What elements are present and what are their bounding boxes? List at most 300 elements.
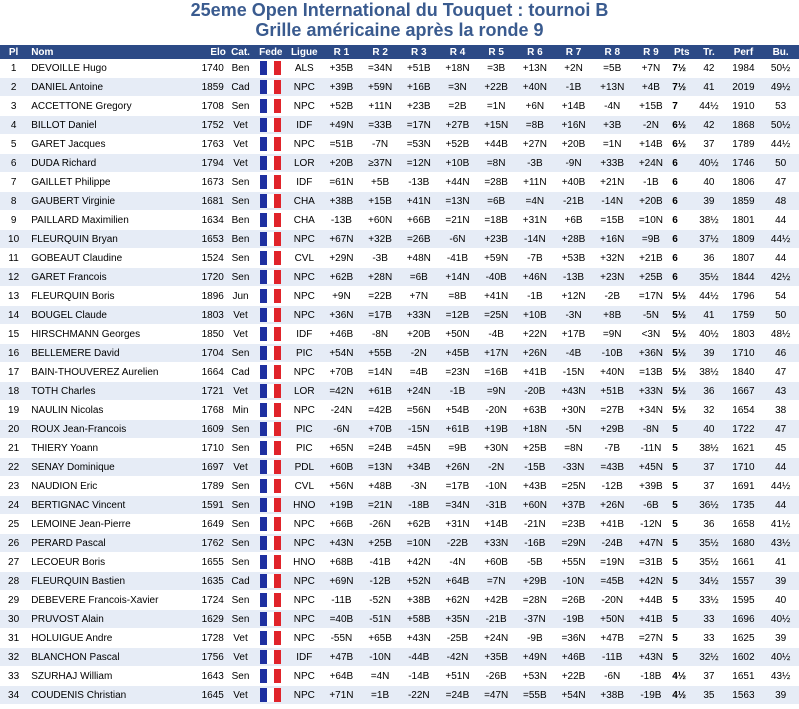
points-cell: 5 [670,477,693,496]
round-1-cell: -6N [322,420,361,439]
round-6-cell: +18N [516,420,555,439]
rank-cell: 29 [0,591,27,610]
round-6-cell: =55B [516,686,555,705]
round-8-cell: -20N [593,591,632,610]
round-9-cell: +14B [632,135,671,154]
buchholz-cell: 50 [762,154,799,173]
buchholz-cell: 41 [762,553,799,572]
performance-cell: 1809 [725,230,763,249]
column-header-perf: Perf [725,45,763,59]
player-name-cell: NAUDION Eric [27,477,182,496]
points-cell: 6½ [670,135,693,154]
france-flag-icon [260,669,281,683]
elo-cell: 1681 [182,192,226,211]
round-9-cell: =9B [632,230,671,249]
buchholz-cell: 38 [762,401,799,420]
performance-cell: 1691 [725,477,763,496]
round-3-cell: -13B [399,173,438,192]
buchholz-cell: 44½ [762,477,799,496]
round-8-cell: +23N [593,268,632,287]
player-name-cell: GARET Francois [27,268,182,287]
round-4-cell: +50N [438,325,477,344]
round-8-cell: =1N [593,135,632,154]
buchholz-cell: 44½ [762,135,799,154]
round-3-cell: +66B [399,211,438,230]
league-cell: PIC [287,439,323,458]
performance-cell: 1807 [725,249,763,268]
round-7-cell: -1B [554,78,593,97]
round-1-cell: +66B [322,515,361,534]
round-4-cell: =8B [438,287,477,306]
round-5-cell: =3B [477,59,516,78]
round-4-cell: -4N [438,553,477,572]
elo-cell: 1762 [182,534,226,553]
points-cell: 7½ [670,59,693,78]
rank-cell: 1 [0,59,27,78]
points-cell: 5 [670,420,693,439]
round-4-cell: =12B [438,306,477,325]
round-7-cell: +30N [554,401,593,420]
round-5-cell: -26B [477,667,516,686]
round-8-cell: +32N [593,249,632,268]
round-7-cell: -5N [554,420,593,439]
league-cell: CHA [287,211,323,230]
tiebreak-cell: 37 [693,135,724,154]
round-3-cell: =56N [399,401,438,420]
performance-cell: 1910 [725,97,763,116]
round-6-cell: +46N [516,268,555,287]
league-cell: PDL [287,458,323,477]
player-name-cell: GARET Jacques [27,135,182,154]
round-5-cell: -31B [477,496,516,515]
tiebreak-cell: 41 [693,78,724,97]
league-cell: NPC [287,78,323,97]
round-5-cell: =18B [477,211,516,230]
points-cell: 6 [670,154,693,173]
tiebreak-cell: 35½ [693,553,724,572]
federation-cell [255,591,286,610]
round-8-cell: +29B [593,420,632,439]
france-flag-icon [260,422,281,436]
federation-cell [255,610,286,629]
column-header-ligue: Ligue [287,45,323,59]
column-header-r5: R 5 [477,45,516,59]
table-row [0,477,799,496]
france-flag-icon [260,365,281,379]
round-7-cell: +43N [554,382,593,401]
performance-cell: 1680 [725,534,763,553]
elo-cell: 1634 [182,211,226,230]
points-cell: 5 [670,553,693,572]
round-8-cell: -10B [593,344,632,363]
category-cell: Sen [226,553,255,572]
tiebreak-cell: 36 [693,249,724,268]
federation-cell [255,249,286,268]
round-7-cell: +55N [554,553,593,572]
column-header-r6: R 6 [516,45,555,59]
round-2-cell: =17B [361,306,400,325]
round-2-cell: =33B [361,116,400,135]
round-8-cell: +21N [593,173,632,192]
round-3-cell: -44B [399,648,438,667]
buchholz-cell: 39 [762,572,799,591]
round-3-cell: -3N [399,477,438,496]
round-7-cell: +20B [554,135,593,154]
round-1-cell: +71N [322,686,361,705]
round-5-cell: -40B [477,268,516,287]
points-cell: 5 [670,515,693,534]
tiebreak-cell: 36 [693,515,724,534]
round-6-cell: +53N [516,667,555,686]
table-row [0,496,799,515]
round-4-cell: =13N [438,192,477,211]
tiebreak-cell: 33 [693,629,724,648]
round-3-cell: -2N [399,344,438,363]
category-cell: Sen [226,192,255,211]
france-flag-icon [260,441,281,455]
france-flag-icon [260,498,281,512]
round-4-cell: +26N [438,458,477,477]
category-cell: Vet [226,382,255,401]
round-9-cell: -5N [632,306,671,325]
round-3-cell: =45N [399,439,438,458]
round-2-cell: +70B [361,420,400,439]
tiebreak-cell: 44½ [693,97,724,116]
round-4-cell: -6N [438,230,477,249]
france-flag-icon [260,289,281,303]
round-4-cell: =23N [438,363,477,382]
points-cell: 6 [670,173,693,192]
performance-cell: 1859 [725,192,763,211]
round-2-cell: =13N [361,458,400,477]
round-6-cell: +13N [516,59,555,78]
round-1-cell: =40B [322,610,361,629]
round-4-cell: +44N [438,173,477,192]
round-5-cell: +41N [477,287,516,306]
round-6-cell: -14N [516,230,555,249]
league-cell: LOR [287,154,323,173]
france-flag-icon [260,251,281,265]
france-flag-icon [260,460,281,474]
federation-cell [255,306,286,325]
federation-cell [255,192,286,211]
performance-cell: 1801 [725,211,763,230]
round-2-cell: +55B [361,344,400,363]
points-cell: 5 [670,610,693,629]
france-flag-icon [260,536,281,550]
rank-cell: 8 [0,192,27,211]
round-1-cell: +68B [322,553,361,572]
category-cell: Vet [226,648,255,667]
federation-cell [255,553,286,572]
federation-cell [255,572,286,591]
points-cell: 5 [670,534,693,553]
performance-cell: 1710 [725,458,763,477]
round-4-cell: =24B [438,686,477,705]
round-7-cell: +14B [554,97,593,116]
round-6-cell: -16B [516,534,555,553]
tiebreak-cell: 33 [693,610,724,629]
buchholz-cell: 48 [762,192,799,211]
round-2-cell: -41B [361,553,400,572]
round-6-cell: -7B [516,249,555,268]
tiebreak-cell: 35½ [693,534,724,553]
round-7-cell: +12N [554,287,593,306]
column-header-pl: Pl [0,45,27,59]
france-flag-icon [260,650,281,664]
category-cell: Vet [226,686,255,705]
round-7-cell: =36N [554,629,593,648]
table-row [0,439,799,458]
round-9-cell: +34N [632,401,671,420]
round-9-cell: +15B [632,97,671,116]
round-9-cell: +25B [632,268,671,287]
federation-cell [255,78,286,97]
round-6-cell: -20B [516,382,555,401]
round-5-cell: =7N [477,572,516,591]
table-row [0,363,799,382]
federation-cell [255,439,286,458]
round-6-cell: -3B [516,154,555,173]
round-4-cell: +10B [438,154,477,173]
round-9-cell: =13B [632,363,671,382]
rank-cell: 15 [0,325,27,344]
round-8-cell: -2B [593,287,632,306]
category-cell: Vet [226,325,255,344]
performance-cell: 1667 [725,382,763,401]
buchholz-cell: 47 [762,420,799,439]
performance-cell: 1796 [725,287,763,306]
round-2-cell: -8N [361,325,400,344]
round-2-cell: ≥37N [361,154,400,173]
table-row [0,211,799,230]
league-cell: NPC [287,534,323,553]
elo-cell: 1655 [182,553,226,572]
performance-cell: 2019 [725,78,763,97]
round-1-cell: -24N [322,401,361,420]
federation-cell [255,97,286,116]
player-name-cell: LEMOINE Jean-Pierre [27,515,182,534]
round-1-cell: +36N [322,306,361,325]
france-flag-icon [260,593,281,607]
round-6-cell: +43B [516,477,555,496]
buchholz-cell: 41½ [762,515,799,534]
buchholz-cell: 45 [762,439,799,458]
round-8-cell: -14N [593,192,632,211]
category-cell: Vet [226,116,255,135]
elo-cell: 1859 [182,78,226,97]
player-name-cell: BOUGEL Claude [27,306,182,325]
round-7-cell: -4B [554,344,593,363]
league-cell: IDF [287,648,323,667]
round-7-cell: -21B [554,192,593,211]
round-8-cell: +26N [593,496,632,515]
round-2-cell: +15B [361,192,400,211]
table-row [0,553,799,572]
round-5-cell: -20N [477,401,516,420]
table-row [0,572,799,591]
tiebreak-cell: 38½ [693,439,724,458]
round-7-cell: =8N [554,439,593,458]
league-cell: NPC [287,97,323,116]
round-8-cell: -24B [593,534,632,553]
tiebreak-cell: 38½ [693,211,724,230]
player-name-cell: PAILLARD Maximilien [27,211,182,230]
round-3-cell: =26B [399,230,438,249]
player-name-cell: GOBEAUT Claudine [27,249,182,268]
buchholz-cell: 50½ [762,116,799,135]
category-cell: Vet [226,458,255,477]
france-flag-icon [260,270,281,284]
round-6-cell: +31N [516,211,555,230]
table-row [0,382,799,401]
round-5-cell: -10N [477,477,516,496]
rank-cell: 19 [0,401,27,420]
elo-cell: 1524 [182,249,226,268]
performance-cell: 1840 [725,363,763,382]
round-6-cell: +60N [516,496,555,515]
round-4-cell: +14N [438,268,477,287]
rank-cell: 27 [0,553,27,572]
tiebreak-cell: 34½ [693,572,724,591]
round-9-cell: -8N [632,420,671,439]
elo-cell: 1789 [182,477,226,496]
category-cell: Sen [226,420,255,439]
category-cell: Sen [226,97,255,116]
points-cell: 5 [670,648,693,667]
elo-cell: 1768 [182,401,226,420]
round-7-cell: -10N [554,572,593,591]
rank-cell: 24 [0,496,27,515]
table-row [0,534,799,553]
player-name-cell: FLEURQUIN Bastien [27,572,182,591]
performance-cell: 1806 [725,173,763,192]
round-3-cell: +42N [399,553,438,572]
player-name-cell: BLANCHON Pascal [27,648,182,667]
round-5-cell: =6B [477,192,516,211]
table-row [0,173,799,192]
player-name-cell: DEBEVERE Francois-Xavier [27,591,182,610]
round-6-cell: -37N [516,610,555,629]
column-header-tr: Tr. [693,45,724,59]
round-9-cell: =17N [632,287,671,306]
category-cell: Sen [226,591,255,610]
round-2-cell: =4N [361,667,400,686]
table-row [0,591,799,610]
round-5-cell: =9N [477,382,516,401]
round-9-cell: -12N [632,515,671,534]
round-4-cell: +31N [438,515,477,534]
federation-cell [255,363,286,382]
player-name-cell: BERTIGNAC Vincent [27,496,182,515]
tiebreak-cell: 32½ [693,648,724,667]
round-6-cell: +41B [516,363,555,382]
round-5-cell: +19B [477,420,516,439]
round-8-cell: =19N [593,553,632,572]
elo-cell: 1794 [182,154,226,173]
round-1-cell: +62B [322,268,361,287]
tiebreak-cell: 37 [693,458,724,477]
performance-cell: 1563 [725,686,763,705]
round-1-cell: +29N [322,249,361,268]
round-4-cell: =3N [438,78,477,97]
federation-cell [255,344,286,363]
player-name-cell: DUDA Richard [27,154,182,173]
table-row [0,515,799,534]
round-9-cell: +21B [632,249,671,268]
points-cell: 5½ [670,401,693,420]
round-6-cell: +22N [516,325,555,344]
round-4-cell: -25B [438,629,477,648]
federation-cell [255,230,286,249]
round-2-cell: +59N [361,78,400,97]
tiebreak-cell: 44½ [693,287,724,306]
table-row [0,344,799,363]
player-name-cell: GAUBERT Virginie [27,192,182,211]
category-cell: Ben [226,59,255,78]
federation-cell [255,420,286,439]
round-3-cell: +48N [399,249,438,268]
france-flag-icon [260,137,281,151]
performance-cell: 1661 [725,553,763,572]
performance-cell: 1602 [725,648,763,667]
round-5-cell: =25N [477,306,516,325]
round-9-cell: +4B [632,78,671,97]
elo-cell: 1710 [182,439,226,458]
round-8-cell: +16N [593,230,632,249]
round-2-cell: =1B [361,686,400,705]
league-cell: PIC [287,344,323,363]
round-1-cell: +69N [322,572,361,591]
round-3-cell: +20B [399,325,438,344]
round-9-cell: +45N [632,458,671,477]
round-1-cell: +20B [322,154,361,173]
round-2-cell: =34N [361,59,400,78]
performance-cell: 1658 [725,515,763,534]
column-header-r7: R 7 [554,45,593,59]
performance-cell: 1803 [725,325,763,344]
round-3-cell: -18B [399,496,438,515]
round-1-cell: +60B [322,458,361,477]
points-cell: 5 [670,496,693,515]
player-name-cell: PRUVOST Alain [27,610,182,629]
league-cell: CHA [287,192,323,211]
round-1-cell: +64B [322,667,361,686]
round-7-cell: +46B [554,648,593,667]
france-flag-icon [260,194,281,208]
federation-cell [255,325,286,344]
category-cell: Vet [226,306,255,325]
round-8-cell: +38B [593,686,632,705]
rank-cell: 5 [0,135,27,154]
round-1-cell: +52B [322,97,361,116]
france-flag-icon [260,327,281,341]
points-cell: 5½ [670,363,693,382]
round-4-cell: -22B [438,534,477,553]
table-row [0,629,799,648]
round-9-cell: =27N [632,629,671,648]
round-6-cell: -5B [516,553,555,572]
buchholz-cell: 39 [762,629,799,648]
league-cell: NPC [287,572,323,591]
player-name-cell: DEVOILLE Hugo [27,59,182,78]
round-8-cell: -7B [593,439,632,458]
round-7-cell: =25N [554,477,593,496]
round-1-cell: +70B [322,363,361,382]
round-1-cell: -55N [322,629,361,648]
table-row [0,135,799,154]
round-1-cell: +9N [322,287,361,306]
